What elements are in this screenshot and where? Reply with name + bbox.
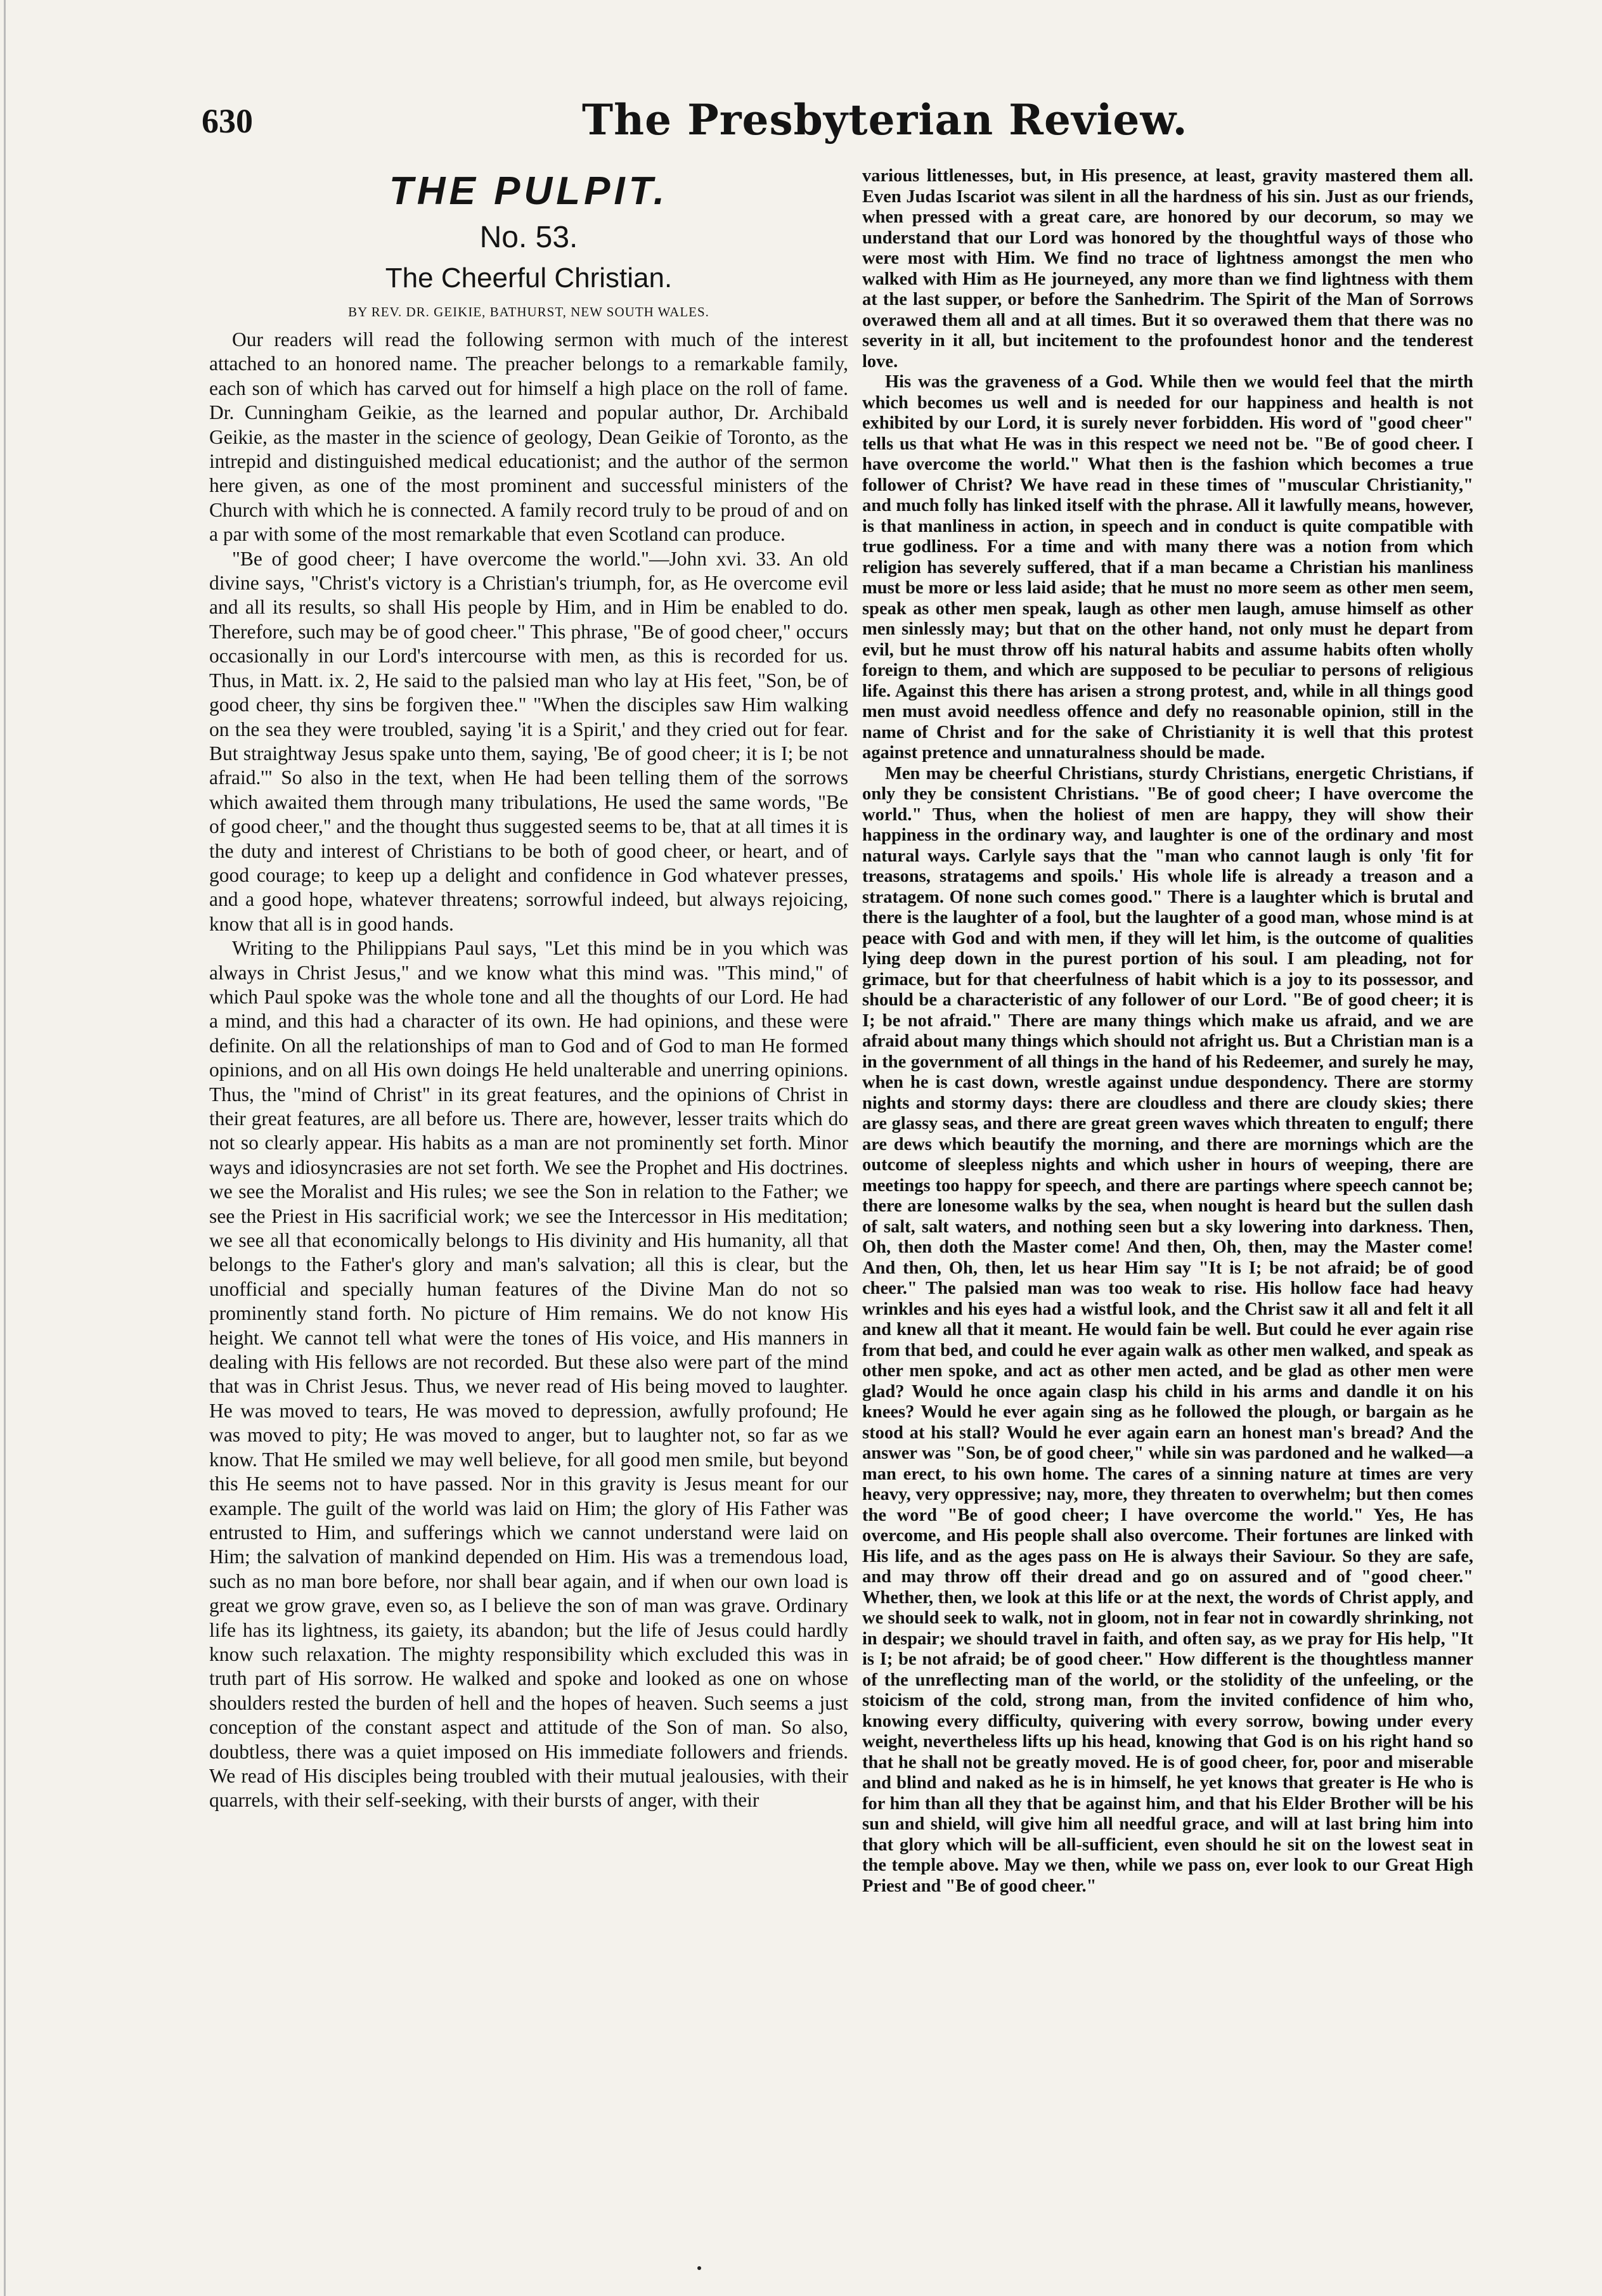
publication-title: The Presbyterian Review.: [582, 95, 1188, 145]
sermon-title: The Cheerful Christian.: [385, 262, 673, 293]
sermon-number: No. 53.: [479, 221, 578, 254]
left-column: [209, 166, 848, 1813]
paragraph-mind-of-christ: Writing to the Philippians Paul says, "Let this mind be in you which was always in Christ Jesus," and we know what this mind was. "This mind," of which Paul spoke was the whole tone and all the thoughts of our Lord. He had a mind, and this had a character of its own. He had opinions, and these were definite. On all the relationships of man to God and of God to man He formed opinions, and on all His own doings He held unalterable and unerring opinions. Thus, the "mind of Christ" in its great features, and the opinions of Christ in their great features, are all before us. There are, however, lesser traits which do not so clearly appear. His habits as a man are not prominently set forth. Minor ways and idiosyncrasies are not set forth. We see the Prophet and His doctrines. we see the Moralist and His rules; we see the Son in relation to the Father; we see the Priest in His sacrificial work; we see the Intercessor in His meditation; we see all that economically belongs to His divinity and His humanity, all that belongs to the Father's glory and man's salvation; all this is clear, but the unofficial and specially human features of the Divine Man do not so prominently stand forth. No picture of Him remains. We do not know His height. We cannot tell what were the tones of His voice, and His manners in dealing with His fellows are not recorded. But these also were part of the mind that was in Christ Jesus. Thus, we never read of His being moved to laughter. He was moved to tears, He was moved to depression, awfully profound; He was moved to pity; He was moved to anger, but to laughter not, so far as we know. That He smiled we may well believe, for all good men smile, but beyond this He seems not to have passed. Nor in this gravity is Jesus meant for our example. The guilt of the world was laid on Him; the glory of His Father was entrusted to Him, and sufferings which we cannot understand were laid on Him; the salvation of mankind depended on Him. His was a tremendous load, such as no man bore before, nor shall bear again, and if when our own load is great we grow grave, even so, as I believe the son of man was grave. Ordinary life has its lightness, its gaiety, its abandon; but the life of Jesus could hardly know such relaxation. The mighty responsibility which excluded this was in truth part of His sorrow. He walked and spoke and looked as one on whose shoulders rested the burden of hell and the hopes of heaven. Such seems a just conception of the constant aspect and attitude of the Son of man. So also, doubtless, there was a quiet imposed on His immediate followers and friends. We read of His disciples being troubled with their mutual jealousies, with their quarrels, with their self-seeking, with their bursts of anger, with their: [209, 937, 848, 1812]
page-edge-line: [4, 0, 6, 2296]
paragraph-text: "Be of good cheer; I have overcome the world."—John xvi. 33. An old divine says, "Christ's victory is a Christian's triumph, for, as He overcome evil and all its results, so shall His people by Him, and in Him be enabled to do. Therefore, such may be of good cheer." This phrase, "Be of good cheer," occurs occasionally in our Lord's intercourse with men, as this is recorded for us. Thus, in Matt. ix. 2, He said to the palsied man who lay at His feet, "Son, be of good cheer, thy sins be forgiven thee." "When the disciples saw Him walking on the sea they were troubled, saying 'it is a Spirit,' and they cried out for fear. But straightway Jesus spake unto them, saying, 'Be of good cheer; it is I; be not afraid.'" So also in the text, when He had been telling them of the sorrows which awaited them through many tribulations, He used the same words, "Be of good cheer," and the thought thus suggested seems to be, that at all times it is the duty and interest of Christians to be both of good cheer, or heart, and of good courage; to keep up a delight and confidence in God whatever presses, and a good hope, whatever threatens; sorrowful indeed, but always rejoicing, know that all is in good hands.: [209, 547, 848, 935]
footer-dot: [697, 2266, 701, 2270]
paragraph-continued: various littlenesses, but, in His presence, at least, gravity mastered them all. Even Judas Iscariot was silent in all the hardness of his sin. Just as our friends, when pressed with a great care, are honored by our decorum, so may we understand that our Lord was honored by the thoughtful ways of those who were most with Him. We find no trace of lightness amongst the men who walked with Him as He journeyed, any more than we find lightness with them at the last supper, or before the Sanhedrim. The Spirit of the Man of Sorrows overawed them all and at all times. But it so overawed them that there was no severity in it all, but incitement to the profoundest honor and the tenderest love.: [862, 166, 1473, 371]
paragraph-intro: Our readers will read the following sermon with much of the interest attached to an honored name. The preacher belongs to a remarkable family, each son of which has carved out for himself a high place on the roll of fame. Dr. Cunningham Geikie, as the learned and popular author, Dr. Archibald Geikie, as the master in the science of geology, Dean Geikie of Toronto, as the intrepid and distinguished medical educationist; and the author of the sermon here given, as one of the most prominent and successful ministers of the Church with which he is connected. A family record truly to be proud of and on a par with some of the most remarkable that even Scotland can produce.: [209, 328, 848, 546]
byline: BY REV. DR. GEIKIE, BATHURST, NEW SOUTH WALES.: [348, 304, 709, 319]
right-column: [862, 166, 1473, 1897]
paragraph-graveness: His was the graveness of a God. While then we would feel that the mirth which becomes us well and is needed for our happiness and health is not exhibited by our Lord, it is surely never forbidden. His word of "good cheer" tells us that what He was in this respect we need not be. "Be of good cheer. I have overcome the world." What then is the fashion which becomes a true follower of Christ? We have read in these times of "muscular Christianity," and much folly has linked itself with the phrase. All it lawfully means, however, is that manliness in action, in speech and in conduct is quite compatible with true godliness. For a time and with many there was a notion from which religion has severely suffered, that if a man became a Christian his manliness must be more or less laid aside; that he must no more seem as other men seem, speak as other men speak, laugh as other men laugh, amuse himself as other men sinlessly may; but that on the other hand, not only must he depart from evil, but he must throw off his natural habits and assume habits often wholly foreign to them, and which are supposed to be peculiar to persons of religious life. Against this there has arisen a strong protest, and, while in all things good men must avoid needless offence and defy no reasonable opinion, still in the name of Christ and for the sake of Christianity it is well that this protest against pretence and unnaturalness should be made.: [862, 372, 1473, 763]
section-title: THE PULPIT.: [389, 169, 669, 213]
page-number: 630: [202, 102, 253, 140]
paragraph-cheerful-christians: Men may be cheerful Christians, sturdy Christians, energetic Christians, if only they be consistent Christians. "Be of good cheer; I have overcome the world." Thus, when the holiest of men are happy, they will show their happiness in the ordinary way, and laughter is one of the ordinary and most natural ways. Carlyle says that the "man who cannot laugh is only 'fit for treasons, stratagems and spoils.' His whole life is already a treason and a stratagem. Of none such comes good." There is a laughter which is brutal and there is the laughter of a fool, but the laughter of a good man, whose mind is at peace with God and with men, if they will let him, is the outcome of qualities lying deep down in the purest portion of his soul. I am pleading, not for grimace, but for that cheerfulness of habit which is a joy to its possessor, and should be a characteristic of any follower of our Lord. "Be of good cheer; it is I; be not afraid." There are many things which make us afraid, and we are afraid about many things which should not afright us. But a Christian man is a in the government of all things in the hand of his Redeemer, and surely he may, when he is cast down, wrestle against undue despondency. There are stormy nights and stormy days: there are cloudless and there are cloudy skies; there are glassy seas, and there are great green waves which threaten to engulf; there are dews which beautify the morning, and there are mornings which are the outcome of sleepless nights and which usher in hours of weeping, there are meetings too happy for speech, and there are partings where speech cannot be; there are lonesome walks by the sea, when nought is heard but the sullen dash of salt, salt waters, and nothing seen but a sky lowering into darkness. Then, Oh, then doth the Master come! And then, Oh, then, may the Master come! And then, Oh, then, let us hear Him say "It is I; be not afraid; be of good cheer." The palsied man was too weak to rise. His hollow face had heavy wrinkles and his eyes had a wistful look, and the Christ saw it all and felt it all and knew all that it meant. He would fain be well. But could he ever again rise from that bed, and could he ever again walk as other men walked, and speak as other men spoke, and act as other men acted, and be glad as other men were glad? Would he once again clasp his child in his arms and dandle it on his knees? Would he ever again sing as he followed the plough, or bargain as he stood at his stall? Would he ever again earn an honest man's bread? And the answer was "Son, be of good cheer," while sin was pardoned and he walked—a man erect, to his own home. The cares of a sinning nature at times are very heavy, very oppressive; nay, more, they threaten to overwhelm; but then comes the word "Be of good cheer; I have overcome the world." Yes, He has overcome, and His people shall also overcome. Their fortunes are linked with His life, and as the ages pass on He is always their Saviour. So they are safe, and may throw off their dread and go on assured and of "good cheer." Whether, then, we look at this life or at the next, the words of Christ apply, and we should seek to walk, not in gloom, not in fear not in cowardly shrinking, not in despair; we should travel in faith, and often say, as we pray for His help, "It is I; be not afraid; be of good cheer." How different is the thoughtless manner of the unreflecting man of the world, or the stolidity of the unfeeling, or the stoicism of the cold, strong man, from the invited confidence of him who, knowing every difficulty, quivering with every sorrow, bowing under every weight, nevertheless lifts up his head, knowing that God is on his right hand so that he shall not be greatly moved. He is of good cheer, for, poor and miserable and blind and naked as he is in himself, he yet knows that greater is He who is for him than all they that be against him, and that his Elder Brother will be his sun and shield, will give him all needful grace, and will at last bring him into that glory which will be all-sufficient, even should he sit on the lowest seat in the temple above. May we then, while we pass on, ever look to our Great High Priest and "Be of good cheer.": [862, 763, 1473, 1896]
